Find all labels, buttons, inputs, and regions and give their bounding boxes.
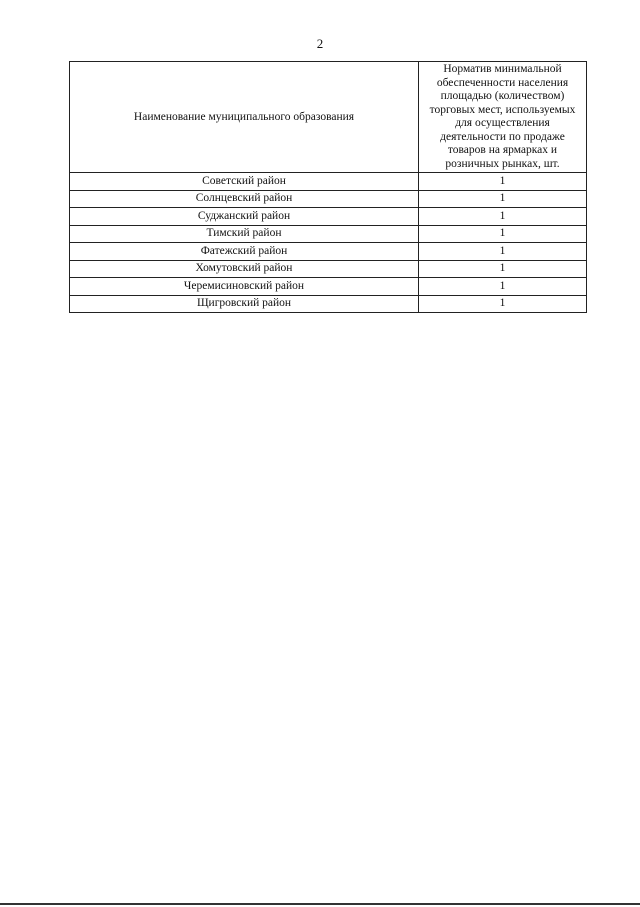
row-municipality-name: Фатежский район	[70, 243, 419, 261]
row-municipality-name: Тимский район	[70, 225, 419, 243]
row-norm-value: 1	[419, 208, 587, 226]
row-municipality-name: Суджанский район	[70, 208, 419, 226]
table-row	[70, 190, 587, 208]
header-norm-value: Норматив минимальной обеспеченности населения площадью (количеством) торговых мест, используемых для осуществления деятельности по продаже товаров на ярмарках и розничных рынках, шт.	[419, 62, 587, 173]
row-norm-value: 1	[419, 190, 587, 208]
page-number: 2	[316, 36, 324, 51]
row-norm-value: 1	[419, 225, 587, 243]
row-municipality-name: Советский район	[70, 173, 419, 191]
table-row	[70, 243, 587, 261]
normative-table	[69, 61, 587, 313]
table-row	[70, 295, 587, 313]
header-row	[70, 62, 587, 173]
row-municipality-name: Солнцевский район	[70, 190, 419, 208]
table-header	[70, 62, 587, 173]
row-norm-value: 1	[419, 243, 587, 261]
row-municipality-name: Черемисиновский район	[70, 278, 419, 296]
row-municipality-name: Хомутовский район	[70, 260, 419, 278]
header-municipality-name: Наименование муниципального образования	[70, 62, 419, 173]
table-row	[70, 260, 587, 278]
page-bottom-edge-line	[0, 903, 640, 905]
table-row	[70, 225, 587, 243]
row-municipality-name: Щигровский район	[70, 295, 419, 313]
row-norm-value: 1	[419, 173, 587, 191]
table-row	[70, 173, 587, 191]
row-norm-value: 1	[419, 278, 587, 296]
row-norm-value: 1	[419, 295, 587, 313]
table-row	[70, 278, 587, 296]
table-row	[70, 208, 587, 226]
row-norm-value: 1	[419, 260, 587, 278]
table-body	[70, 173, 587, 313]
